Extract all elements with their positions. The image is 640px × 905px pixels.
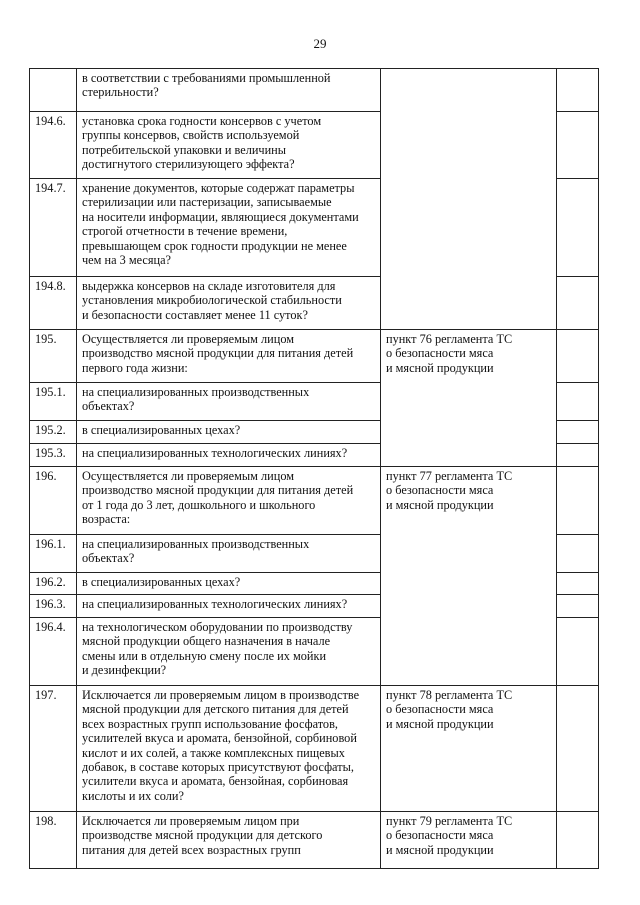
- question-text: Осуществляется ли проверяемым лицом производство мясной продукции для питания детей от 1 года до 3 лет, дошкольного и школьного возраста:: [77, 467, 381, 535]
- answer-cell: [557, 535, 599, 573]
- answer-cell: [557, 421, 599, 444]
- table-row: [30, 686, 599, 812]
- item-number: 194.8.: [30, 277, 77, 330]
- item-number: 195.: [30, 330, 77, 383]
- answer-cell: [557, 812, 599, 869]
- question-text: в соответствии с требованиями промышленной стерильности?: [77, 69, 381, 112]
- question-text: выдержка консервов на складе изготовителя для установления микробиологической стабильности и безопасности составляет менее 11 суток?: [77, 277, 381, 330]
- question-text: на специализированных технологических линиях?: [77, 595, 381, 618]
- answer-cell: [557, 686, 599, 812]
- answer-cell: [557, 383, 599, 421]
- reference-cell: пункт 79 регламента ТС о безопасности мяса и мясной продукции: [381, 812, 557, 869]
- table-row: [30, 330, 599, 383]
- item-number: 195.2.: [30, 421, 77, 444]
- question-text: Осуществляется ли проверяемым лицом производство мясной продукции для питания детей первого года жизни:: [77, 330, 381, 383]
- item-number: 196.3.: [30, 595, 77, 618]
- answer-cell: [557, 444, 599, 467]
- checklist-table: [29, 68, 599, 869]
- reference-cell: пункт 76 регламента ТС о безопасности мяса и мясной продукции: [381, 330, 557, 467]
- item-number: 194.7.: [30, 179, 77, 277]
- answer-cell: [557, 330, 599, 383]
- item-number: 194.6.: [30, 112, 77, 179]
- reference-cell: пункт 78 регламента ТС о безопасности мяса и мясной продукции: [381, 686, 557, 812]
- item-number: 195.3.: [30, 444, 77, 467]
- question-text: Исключается ли проверяемым лицом в производстве мясной продукции для детского питания для детей всех возрастных групп использование фосфатов, усилителей вкуса и аромата, бензойной, сорбиновой кислот и их солей, а также комплексных пищевых добавок, в составе которых присутствуют фосфаты, усилители вкуса и аромата, бензойная, сорбиновая кислоты и их соли?: [77, 686, 381, 812]
- answer-cell: [557, 467, 599, 535]
- item-number: [30, 69, 77, 112]
- item-number: 198.: [30, 812, 77, 869]
- reference-cell: пункт 77 регламента ТС о безопасности мяса и мясной продукции: [381, 467, 557, 686]
- item-number: 196.2.: [30, 573, 77, 595]
- answer-cell: [557, 179, 599, 277]
- answer-cell: [557, 69, 599, 112]
- item-number: 196.1.: [30, 535, 77, 573]
- question-text: на специализированных производственных объектах?: [77, 383, 381, 421]
- table-row: [30, 69, 599, 112]
- table-row: [30, 467, 599, 535]
- question-text: в специализированных цехах?: [77, 573, 381, 595]
- page-number: 29: [313, 36, 327, 51]
- question-text: в специализированных цехах?: [77, 421, 381, 444]
- question-text: Исключается ли проверяемым лицом при производстве мясной продукции для детского питания для детей всех возрастных групп: [77, 812, 381, 869]
- reference-cell: [381, 69, 557, 330]
- answer-cell: [557, 618, 599, 686]
- answer-cell: [557, 573, 599, 595]
- question-text: на специализированных технологических линиях?: [77, 444, 381, 467]
- item-number: 195.1.: [30, 383, 77, 421]
- answer-cell: [557, 112, 599, 179]
- question-text: на специализированных производственных объектах?: [77, 535, 381, 573]
- table-row: [30, 812, 599, 869]
- item-number: 196.4.: [30, 618, 77, 686]
- answer-cell: [557, 277, 599, 330]
- question-text: на технологическом оборудовании по производству мясной продукции общего назначения в начале смены или в отдельную смену после их мойки и дезинфекции?: [77, 618, 381, 686]
- question-text: хранение документов, которые содержат параметры стерилизации или пастеризации, записываемые на носители информации, являющиеся документами строгой отчетности в течение времени, превышающем срок годности продукции не менее чем на 3 месяца?: [77, 179, 381, 277]
- question-text: установка срока годности консервов с учетом группы консервов, свойств используемой потребительской упаковки и величины достигнутого стерилизующего эффекта?: [77, 112, 381, 179]
- item-number: 196.: [30, 467, 77, 535]
- item-number: 197.: [30, 686, 77, 812]
- answer-cell: [557, 595, 599, 618]
